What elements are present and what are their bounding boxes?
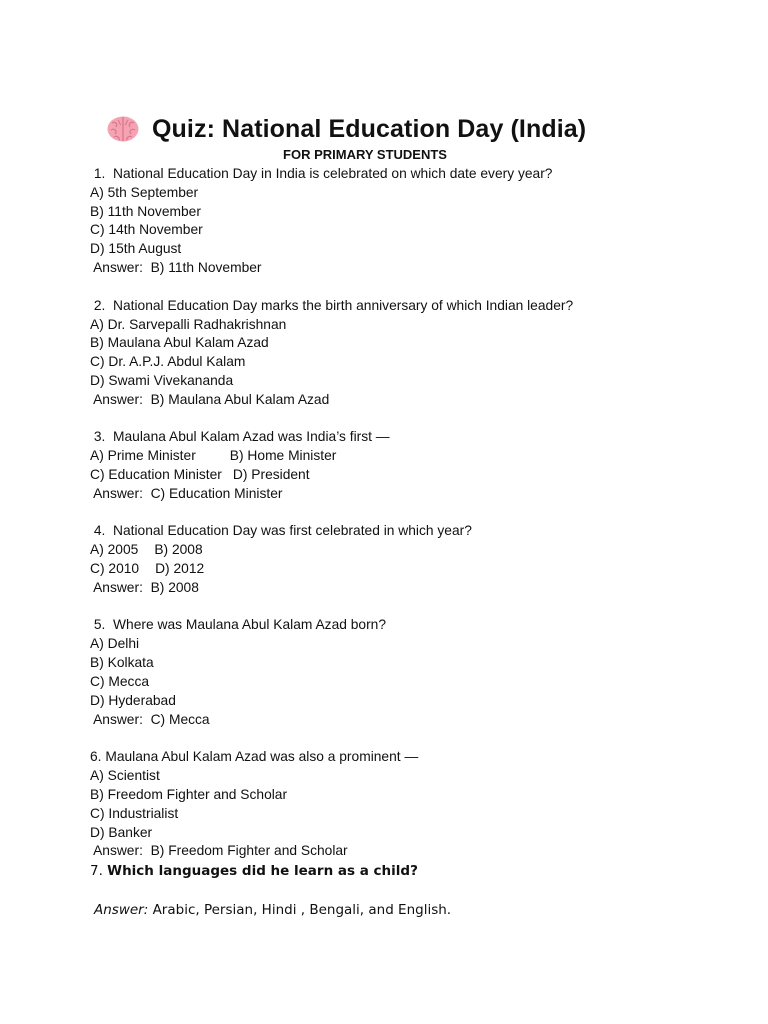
question-4-options-row-2: [90, 560, 204, 578]
question-3-answer: Answer: C) Education Minister: [90, 486, 283, 501]
question-6-option-c: C) Industrialist: [90, 806, 179, 821]
question-5-option-a: A) Delhi: [90, 636, 140, 651]
question-2-option-b: B) Maulana Abul Kalam Azad: [90, 335, 269, 350]
question-6-option-a: A) Scientist: [90, 768, 160, 783]
question-2-answer: Answer: B) Maulana Abul Kalam Azad: [90, 392, 330, 407]
question-5-option-d: D) Hyderabad: [90, 693, 176, 708]
question-6-answer: Answer: B) Freedom Fighter and Scholar: [90, 843, 348, 858]
question-2-option-d: D) Swami Vivekananda: [90, 373, 234, 388]
question-5-option-c: C) Mecca: [90, 674, 150, 689]
question-2-option-c: C) Dr. A.P.J. Abdul Kalam: [90, 354, 246, 369]
question-6-option-b: B) Freedom Fighter and Scholar: [90, 787, 288, 802]
question-2-option-a: A) Dr. Sarvepalli Radhakrishnan: [90, 317, 287, 332]
question-1-option-c: C) 14th November: [90, 222, 203, 237]
question-1-option-d: D) 15th August: [90, 241, 182, 256]
question-4-option-d: D) 2012: [155, 561, 205, 576]
question-1-text: 1. National Education Day in India is celebrated on which date every year?: [90, 166, 553, 181]
question-7-answer: [94, 901, 451, 919]
question-4-answer: Answer: B) 2008: [90, 580, 199, 595]
question-3-option-b: B) Home Minister: [229, 448, 337, 463]
question-6-text: 6. Maulana Abul Kalam Azad was also a prominent —: [90, 749, 419, 764]
question-4-option-b: B) 2008: [154, 542, 203, 557]
question-3-options-row-2: [90, 466, 310, 484]
question-7-number: 7.: [90, 863, 108, 879]
question-3-options-row-1: [90, 447, 336, 465]
brain-icon: [106, 114, 140, 144]
question-7-answer-text: Arabic, Persian, Hindi , Bengali, and English.: [148, 902, 452, 918]
question-3-option-c: C) Education Minister: [90, 467, 222, 482]
question-1-answer: Answer: B) 11th November: [90, 260, 262, 275]
question-3-text: 3. Maulana Abul Kalam Azad was India’s first —: [90, 429, 390, 444]
question-2-text: 2. National Education Day marks the birth anniversary of which Indian leader?: [90, 298, 574, 313]
question-4-option-a: A) 2005: [90, 542, 139, 557]
question-7-question: Which languages did he learn as a child?: [107, 863, 418, 879]
page-subtitle: FOR PRIMARY STUDENTS: [283, 147, 447, 162]
question-1-option-a: A) 5th September: [90, 185, 199, 200]
question-3-option-a: A) Prime Minister: [90, 448, 196, 463]
page-title: Quiz: National Education Day (India): [152, 114, 587, 143]
question-1-option-b: B) 11th November: [90, 204, 201, 219]
question-6-option-d: D) Banker: [90, 825, 153, 840]
title-row: [106, 112, 586, 146]
question-3-option-d: D) President: [232, 467, 310, 482]
question-7-text: [90, 862, 418, 880]
question-4-option-c: C) 2010: [90, 561, 140, 576]
question-5-option-b: B) Kolkata: [90, 655, 154, 670]
question-4-options-row-1: [90, 541, 203, 559]
question-5-answer: Answer: C) Mecca: [90, 712, 210, 727]
question-4-text: 4. National Education Day was first celebrated in which year?: [90, 523, 472, 538]
question-7-answer-label: Answer:: [94, 902, 149, 918]
question-5-text: 5. Where was Maulana Abul Kalam Azad born?: [90, 617, 387, 632]
